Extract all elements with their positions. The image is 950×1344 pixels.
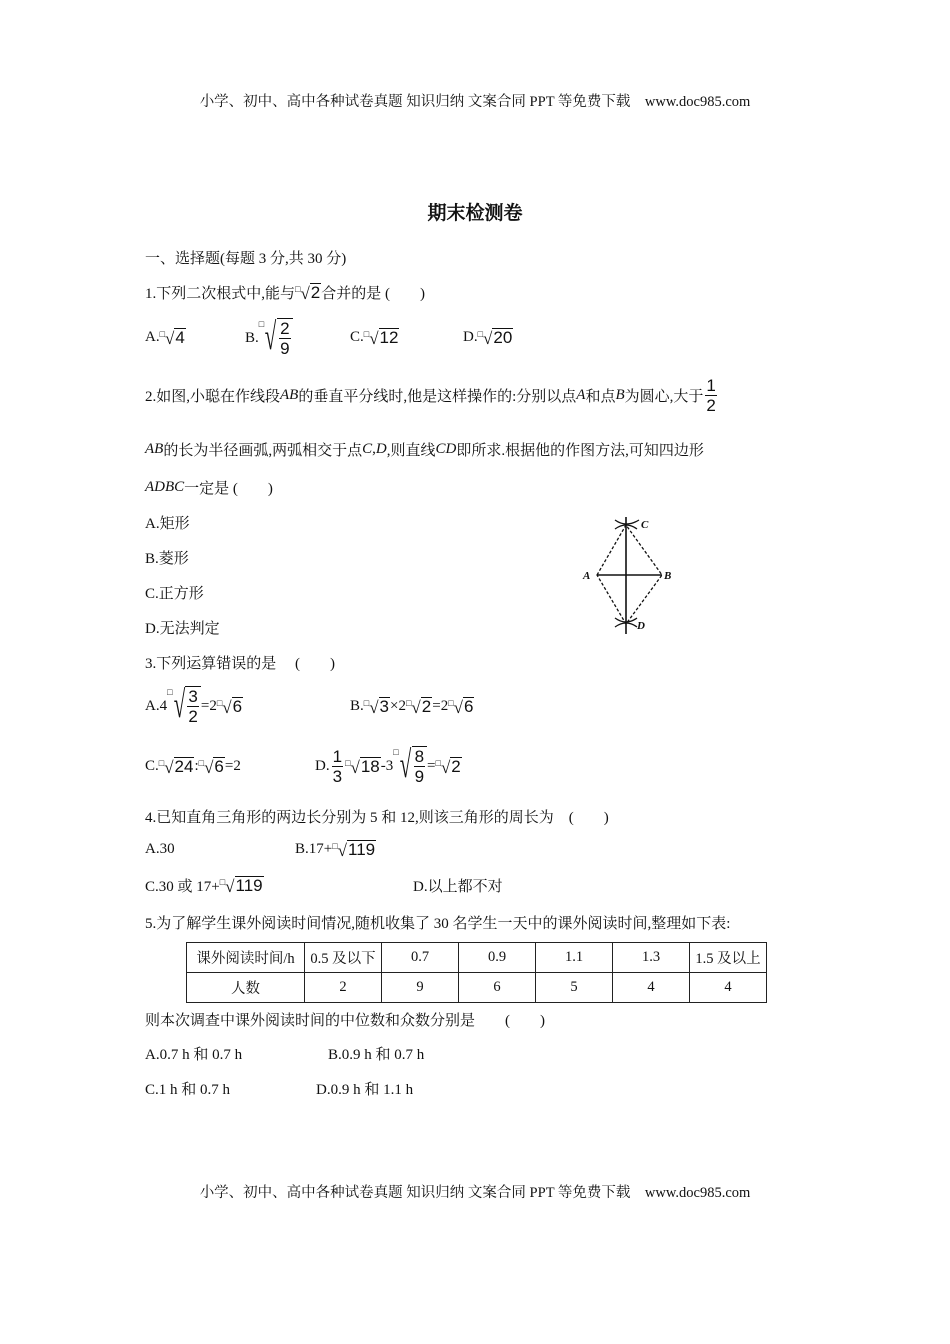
question-line-q3-a: [145, 686, 243, 726]
square-root: [199, 757, 225, 776]
text: =: [427, 757, 436, 774]
question-line-q3: [145, 652, 335, 673]
missing-glyph: □: [393, 747, 399, 757]
text: B.0.9 h 和 0.7 h: [328, 1047, 425, 1063]
radicand: 24: [174, 757, 194, 776]
missing-glyph: □: [158, 758, 165, 768]
question-line-q3-d: [315, 746, 462, 786]
text: 5.为了解学生课外阅读时间情况,随机收集了 30 名学生一天中的课外阅读时间,整理如下表:: [145, 916, 731, 932]
square-root: [364, 328, 400, 347]
missing-glyph: □: [363, 329, 370, 339]
numerator: 1: [706, 376, 716, 395]
text: 3.下列运算错误的是 ( ): [145, 656, 335, 672]
table-cell: 9: [382, 973, 459, 1003]
denominator: 9: [414, 767, 425, 786]
question-line-q5-b: [328, 1043, 424, 1064]
table-cell: 1.1: [536, 943, 613, 973]
text: C.: [145, 758, 159, 774]
radicand: 20: [493, 328, 513, 347]
text: A.0.7 h 和 0.7 h: [145, 1047, 243, 1063]
table-header-row: [187, 943, 767, 973]
italic-variable: C: [362, 441, 373, 457]
radical-sign-icon: √: [453, 698, 463, 717]
square-root: [332, 840, 376, 859]
radicand: 6: [214, 757, 224, 776]
text: D.以上都不对: [413, 879, 503, 895]
question-line-q4-c: [145, 875, 264, 896]
radicand: 3: [379, 697, 390, 716]
question-line-q1-c: [350, 328, 399, 347]
fraction: [705, 376, 716, 415]
missing-glyph: □: [219, 877, 226, 887]
text: =2: [200, 697, 217, 714]
table-cell: 6: [459, 973, 536, 1003]
missing-glyph: □: [477, 329, 484, 339]
section-heading: 一、选择题(每题 3 分,共 30 分): [145, 251, 347, 267]
question-line-q2-d: [145, 617, 220, 638]
radicand: 119: [235, 876, 263, 895]
text: 合并的是 ( ): [321, 286, 426, 302]
text: A.4: [145, 697, 168, 714]
page-title: 期末检测卷: [427, 203, 523, 224]
text: C.1 h 和 0.7 h: [145, 1082, 231, 1098]
table-cell: 4: [690, 973, 767, 1003]
italic-variable: CD: [435, 441, 457, 457]
italic-variable: AB: [280, 387, 299, 403]
table-row: [187, 973, 767, 1003]
text: =2: [432, 698, 449, 714]
radicand: 12: [379, 328, 399, 347]
question-line-q1-b: [245, 318, 293, 358]
text: 则本次调查中课外阅读时间的中位数和众数分别是 ( ): [145, 1013, 545, 1029]
label-d: D: [637, 620, 645, 632]
missing-glyph: □: [258, 319, 265, 329]
text: 的垂直平分线时,他是这样操作的:分别以点: [298, 389, 577, 405]
table-cell: 人数: [187, 973, 305, 1003]
text: =2: [224, 758, 241, 774]
radical-sign-icon: √: [225, 877, 235, 896]
square-root: [364, 697, 390, 716]
missing-glyph: □: [295, 284, 301, 294]
arc-c: [615, 520, 639, 529]
fraction: [277, 318, 292, 358]
fraction: [185, 686, 200, 726]
text: D.: [463, 329, 478, 345]
missing-glyph: □: [448, 698, 454, 708]
page-footer: 小学、初中、高中各种试卷真题 知识归纳 文案合同 PPT 等免费下载 www.doc985.com: [199, 1185, 751, 1201]
question-line-q3-c: [145, 757, 241, 776]
text: B.: [245, 329, 259, 346]
radical-sign-icon: √: [483, 329, 493, 348]
missing-glyph: □: [332, 841, 338, 851]
text: B.: [350, 698, 364, 714]
table-cell: 5: [536, 973, 613, 1003]
italic-variable: D: [375, 441, 387, 457]
square-root: [478, 328, 514, 347]
table-cell: 1.3: [613, 943, 690, 973]
question-line-q4-b: [295, 840, 376, 859]
radical-sign-icon: √: [264, 316, 277, 358]
fraction: [412, 746, 427, 786]
radical-sign-icon: √: [440, 757, 451, 777]
missing-glyph: □: [167, 687, 173, 697]
radical-sign-icon: √: [165, 329, 175, 348]
table-cell: 0.7: [382, 943, 459, 973]
radicand: 18: [360, 756, 380, 776]
question-line-q2-b: [145, 547, 189, 568]
radical-sign-icon: √: [369, 698, 379, 717]
denominator: 9: [280, 339, 290, 358]
question-line-q2-c: [145, 582, 204, 603]
question-line-q2-1: [145, 376, 719, 415]
italic-variable: ADBC: [145, 479, 185, 495]
missing-glyph: □: [216, 697, 223, 708]
text: D.: [315, 757, 330, 774]
square-root: [220, 876, 264, 895]
question-line-q5-a: [145, 1043, 242, 1064]
question-line-q1-d: [463, 328, 513, 347]
radicand: 4: [175, 328, 185, 347]
text: 即所求.根据他的作图方法,可知四边形: [456, 443, 704, 459]
numerator: 3: [188, 687, 198, 706]
question-line-q5: [145, 912, 730, 933]
text: 和点: [585, 389, 616, 405]
table-cell: 课外阅读时间/h: [187, 943, 305, 973]
missing-glyph: □: [435, 757, 441, 768]
question-line-q2-a: [145, 512, 190, 533]
text: B.菱形: [145, 551, 189, 567]
square-root: [345, 757, 381, 776]
question-line-q4: [145, 806, 609, 827]
radicand: 2: [421, 697, 432, 716]
text: -3: [380, 757, 394, 774]
square-root: [217, 697, 243, 716]
question-line-q5-d: [316, 1078, 413, 1099]
radicand: 2: [451, 756, 461, 776]
missing-glyph: □: [345, 757, 351, 768]
square-root-fraction: [259, 318, 293, 358]
missing-glyph: □: [363, 698, 370, 708]
question-line-q3-b: [350, 697, 474, 716]
italic-variable: AB: [145, 441, 164, 457]
radical-sign-icon: √: [411, 698, 421, 717]
radicand: 2: [310, 283, 321, 302]
text: 1.下列二次根式中,能与: [145, 286, 296, 302]
radical-sign-icon: √: [350, 757, 360, 777]
reading-time-table: [186, 942, 767, 1003]
radicand: 6: [232, 696, 243, 716]
italic-variable: B: [615, 387, 625, 403]
square-root: [160, 328, 186, 347]
text: C.30 或 17+: [145, 879, 220, 895]
text: 2.如图,小聪在作线段: [145, 389, 281, 405]
square-root: [406, 697, 432, 716]
label-c: C: [641, 519, 649, 531]
radicand: 6: [463, 697, 474, 716]
table-cell: 4: [613, 973, 690, 1003]
square-root-fraction: [167, 686, 201, 726]
text: ×2: [390, 698, 406, 714]
square-root: [159, 757, 195, 776]
radical-sign-icon: √: [399, 744, 411, 786]
square-root: [448, 697, 474, 716]
denominator: 2: [188, 707, 198, 726]
text: :: [194, 758, 199, 774]
text: A.: [145, 329, 160, 345]
label-b: B: [664, 570, 672, 582]
table-cell: 0.5 及以下: [305, 943, 382, 973]
radical-sign-icon: √: [173, 684, 185, 726]
text: D.0.9 h 和 1.1 h: [316, 1082, 414, 1098]
radicand: 119: [348, 840, 376, 859]
text: ,: [372, 441, 376, 457]
question-line-q1-a: [145, 328, 186, 347]
numerator: 2: [280, 319, 290, 338]
perpendicular-bisector-figure: [575, 512, 685, 637]
question-line-q4-d: [413, 875, 503, 896]
question-line-q1: [145, 282, 425, 303]
missing-glyph: □: [198, 758, 205, 768]
question-line-q2-2: [145, 439, 704, 460]
text: ,则直线: [386, 443, 436, 459]
radical-sign-icon: √: [300, 284, 310, 303]
table-cell: 2: [305, 973, 382, 1003]
square-root-fraction: [393, 746, 427, 786]
denominator: 2: [706, 396, 716, 415]
text: D.无法判定: [145, 621, 220, 637]
text: B.17+: [295, 841, 333, 857]
text: C.: [350, 329, 364, 345]
radical-sign-icon: √: [337, 841, 347, 860]
text: 为圆心,大于: [624, 389, 704, 405]
fraction: [332, 747, 343, 786]
table-cell: 0.9: [459, 943, 536, 973]
radical-sign-icon: √: [204, 758, 214, 777]
square-root: [436, 757, 462, 776]
text: 一定是 ( ): [184, 481, 273, 497]
numerator: 1: [332, 746, 343, 766]
text: A.矩形: [145, 516, 190, 532]
square-root: [295, 283, 321, 302]
label-a: A: [583, 570, 591, 582]
numerator: 8: [414, 747, 425, 766]
text: A.30: [145, 841, 175, 857]
missing-glyph: □: [405, 698, 412, 708]
text: 4.已知直角三角形的两边长分别为 5 和 12,则该三角形的周长为 ( ): [145, 810, 609, 826]
radical-sign-icon: √: [369, 329, 379, 348]
denominator: 3: [332, 766, 343, 786]
page-header: 小学、初中、高中各种试卷真题 知识归纳 文案合同 PPT 等免费下载 www.doc985.com: [199, 94, 751, 110]
text: C.正方形: [145, 586, 204, 602]
question-line-q4-a: [145, 841, 175, 858]
question-line-q2-3: [145, 477, 273, 498]
italic-variable: A: [576, 387, 586, 403]
table-cell: 1.5 及以上: [690, 943, 767, 973]
missing-glyph: □: [159, 329, 166, 339]
radical-sign-icon: √: [222, 697, 232, 717]
radical-sign-icon: √: [164, 758, 174, 777]
question-line-q5-q: [145, 1009, 545, 1030]
question-line-q5-c: [145, 1078, 230, 1099]
text: 的长为半径画弧,两弧相交于点: [163, 443, 363, 459]
